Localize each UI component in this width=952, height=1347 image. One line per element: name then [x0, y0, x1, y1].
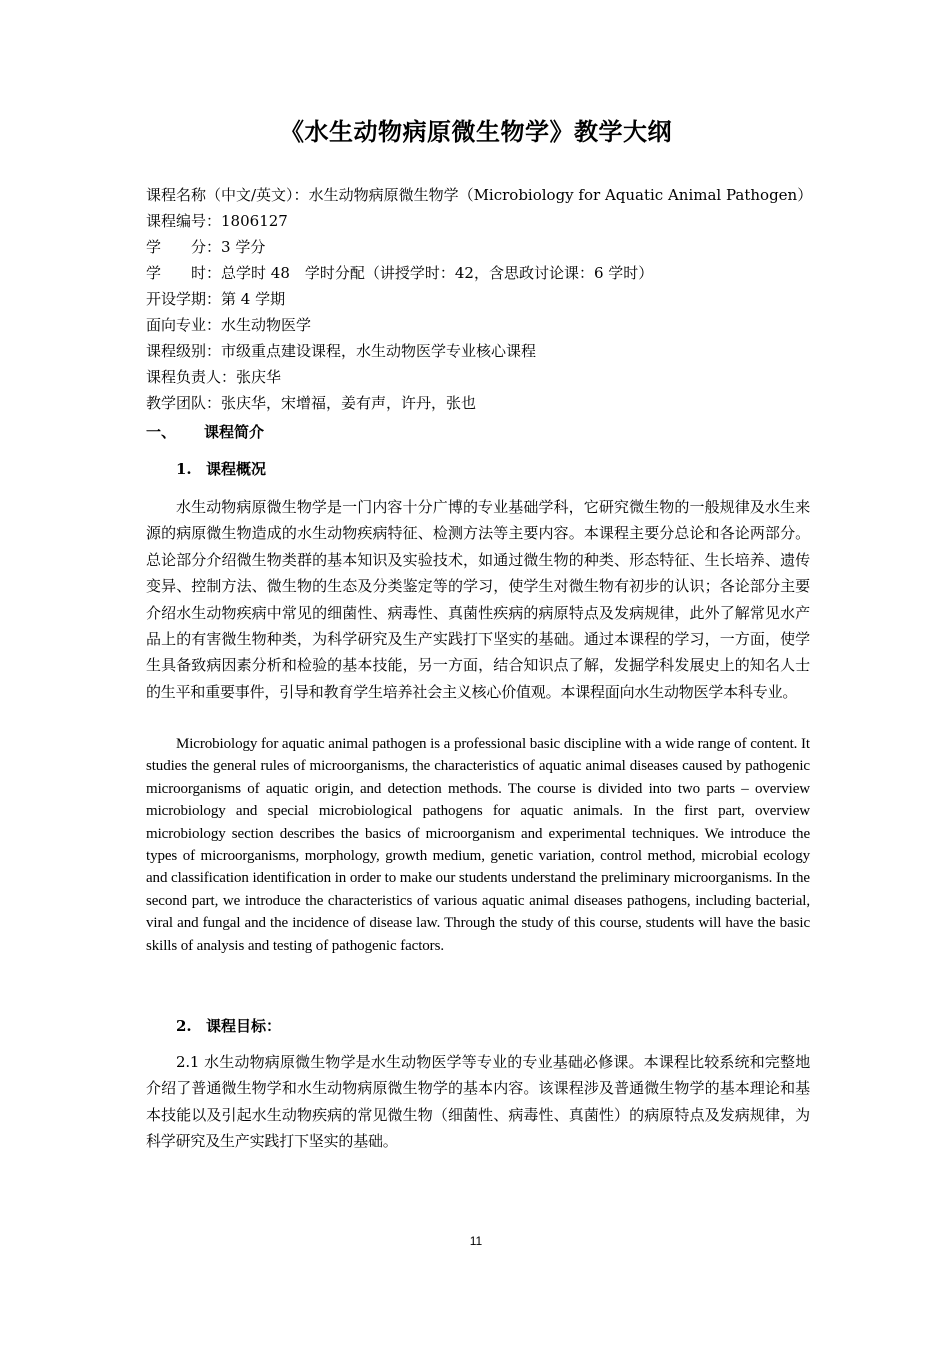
hours-value: 总学时 48 学时分配（讲授学时：42，含思政讨论课：6 学时） [221, 264, 654, 282]
hours-line [146, 260, 826, 286]
subsection-heading-overview [176, 456, 266, 482]
teaching-team-value: 张庆华，宋增福，姜有声，许丹，张也 [221, 394, 477, 412]
course-level-label: 课程级别： [146, 342, 222, 360]
major-label: 面向专业： [146, 316, 222, 334]
section-heading-intro [146, 419, 264, 445]
objectives-paragraph: 2.1 水生动物病原微生物学是水生动物医学等专业的专业基础必修课。本课程比较系统和完整地介绍了普通微生物学和水生动物病原微生物学的基本内容。该课程涉及普通微生物学的基本理论和基本技能以及引起水生动物疾病的常见微生物（细菌性、病毒性、真菌性）的病原特点及发病规律，为科学研究及生产实践打下坚实的基础。 [146, 1053, 810, 1151]
subsection-title: 课程目标： [206, 1017, 282, 1035]
course-level-line [146, 338, 826, 364]
course-code-line [146, 208, 826, 234]
overview-paragraph-en: Microbiology for aquatic animal pathogen is a professional basic discipline with a wide range of content. It studies the general rules of microorganisms, the characteristics of aquatic animal diseases caused by pathogenic microorganisms of aquatic origin, and detection methods. The course is divided into two parts – overview microbiology and special microbiological pathogens for aquatic animals. In the first part, overview microbiology section describes the basics of microorganism and experimental techniques. We introduce the types of microorganisms, morphology, growth medium, genetic variation, control method, microbial ecology and classification identification in order to make our students understand the preliminary microorganisms. In the second part, we introduce the characteristics of various aquatic animal diseases pathogens, including bacterial, viral and fungal and the incidence of disease law. Through the study of this course, students will have the basic skills of analysis and testing of pathogenic factors. [146, 736, 810, 954]
subsection-title: 课程概况 [206, 460, 267, 478]
course-code-value: 1806127 [221, 212, 288, 230]
section-number: 一、 [146, 423, 177, 441]
teaching-team-line [146, 390, 826, 416]
semester-line [146, 286, 826, 312]
major-value: 水生动物医学 [221, 316, 312, 334]
course-name-label: 课程名称（中文/英文）： [146, 186, 309, 204]
hours-label: 学 时： [146, 264, 222, 282]
teaching-team-label: 教学团队： [146, 394, 222, 412]
section-title: 课程简介 [204, 423, 265, 441]
course-name-line [146, 182, 826, 208]
document-title: 《水生动物病原微生物学》教学大纲 [280, 118, 672, 146]
course-leader-line [146, 364, 826, 390]
subsection-number: 1. [176, 460, 192, 478]
credits-label: 学 分： [146, 238, 222, 256]
course-leader-value: 张庆华 [236, 368, 282, 386]
semester-label: 开设学期： [146, 290, 222, 308]
major-line [146, 312, 826, 338]
course-name-value: 水生动物病原微生物学（Microbiology for Aquatic Animal Pathogen） [308, 186, 813, 204]
page-number: 11 [469, 1234, 483, 1248]
course-info-block [146, 182, 826, 416]
credits-line [146, 234, 826, 260]
subsection-number: 2. [176, 1017, 192, 1035]
course-level-value: 市级重点建设课程，水生动物医学专业核心课程 [221, 342, 537, 360]
semester-value: 第 4 学期 [221, 290, 286, 308]
overview-paragraph-zh: 水生动物病原微生物学是一门内容十分广博的专业基础学科，它研究微生物的一般规律及水生来源的病原微生物造成的水生动物疾病特征、检测方法等主要内容。本课程主要分总论和各论两部分。总论部分介绍微生物类群的基本知识及实验技术，如通过微生物的种类、形态特征、生长培养、遗传变异、控制方法、微生物的生态及分类鉴定等的学习，使学生对微生物有初步的认识；各论部分主要介绍水生动物疾病中常见的细菌性、病毒性、真菌性疾病的病原特点及发病规律，此外了解常见水产品上的有害微生物种类，为科学研究及生产实践打下坚实的基础。通过本课程的学习，一方面，使学生具备致病因素分析和检验的基本技能，另一方面，结合知识点了解，发掘学科发展史上的知名人士的生平和重要事件，引导和教育学生培养社会主义核心价值观。本课程面向水生动物医学本科专业。 [146, 498, 810, 701]
credits-value: 3 学分 [221, 238, 266, 256]
subsection-heading-objectives [176, 1013, 281, 1039]
course-leader-label: 课程负责人： [146, 368, 237, 386]
course-code-label: 课程编号： [146, 212, 222, 230]
